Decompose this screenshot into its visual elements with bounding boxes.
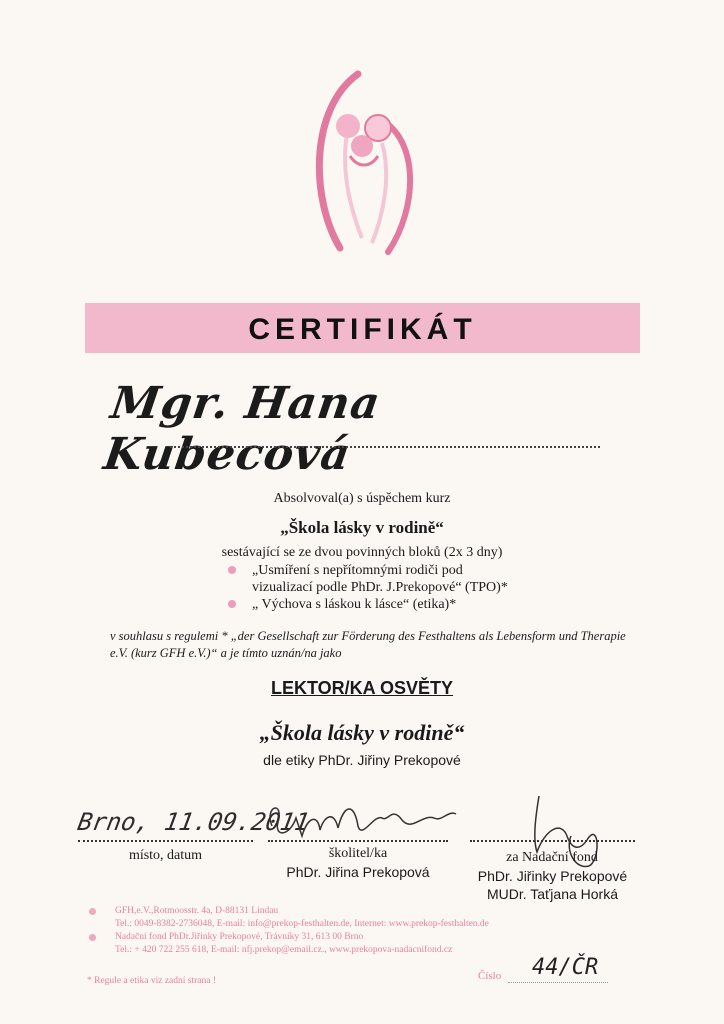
gfh-line-1: GFH,e.V.,Rotmoosstr. 4a, D-88131 Lindau	[115, 906, 279, 916]
title-band	[85, 303, 640, 353]
block-line-2: vizualizací podle PhDr. J.Prekopové“ (TPO)*	[252, 580, 508, 595]
fond-line-2: Tel.: + 420 722 255 618, E-mail: nfj.prekop@email.cz., www.prekopova-nadacnifond.cz	[115, 945, 453, 955]
footer-note: * Regule a etika viz zadní strana !	[87, 976, 216, 986]
trainer-role: školitel/ka	[328, 846, 388, 861]
place-date-label: místo, datum	[128, 848, 203, 863]
bullet-icon	[89, 934, 96, 941]
course-title: „Škola lásky v rodině“	[280, 518, 444, 537]
blocks-intro: sestávající se ze dvou povinných bloků (2x 3 dny)	[221, 545, 503, 560]
footer-addresses	[87, 905, 647, 957]
foundation-name-2: MUDr. Taťjana Horká	[486, 886, 619, 902]
list-item	[228, 596, 548, 613]
certificate-title: CERTIFIKÁT	[248, 313, 477, 346]
block-line-1: „Usmíření s nepřítomnými rodiči pod	[252, 563, 463, 578]
fond-address	[87, 931, 647, 957]
course-title-italic: „Škola lásky v rodině“	[259, 720, 465, 745]
list-item	[228, 562, 548, 596]
certificate-number: 44/ČR	[532, 955, 599, 980]
foundation-signature-line	[470, 840, 635, 842]
logo-emblem-icon	[300, 68, 430, 258]
number-label: Číslo	[478, 970, 502, 982]
ethics-text: dle etiky PhDr. Jiřiny Prekopové	[263, 752, 461, 768]
trainer-signature-line	[268, 840, 448, 842]
role-title: LEKTOR/KA OSVĚTY	[270, 678, 454, 698]
foundation-label: za Nadační fond	[506, 850, 598, 865]
fond-line-1: Nadační fond PhDr.Jiřinky Prekopové, Trávníky 31, 613 00 Brno	[115, 932, 364, 942]
gfh-line-2: Tel.: 0049-8382-2736048, E-mail: info@prekop-festhalten.de, Internet: www.prekop-festhalten.de	[115, 919, 489, 929]
recipient-name: Mgr. Hana Kubecová	[100, 378, 384, 480]
agreement-text: v souhlasu s regulemi * „der Gesellschaft zur Förderung des Festhaltens als Lebensform und Therapie e.V. (kurz GFH e.V.)“ a je tímto uznán/na jako	[110, 629, 626, 660]
foundation-name-1: PhDr. Jiřinky Prekopové	[477, 868, 628, 884]
bullet-icon	[228, 566, 236, 574]
number-dotted-line	[508, 982, 608, 983]
completed-text: Absolvoval(a) s úspěchem kurz	[273, 491, 451, 506]
name-dotted-line	[170, 446, 600, 448]
place-date-line	[78, 840, 253, 842]
block-list	[228, 562, 548, 613]
bullet-icon	[228, 600, 236, 608]
bullet-icon	[89, 908, 96, 915]
trainer-name: PhDr. Jiřina Prekopová	[286, 864, 430, 880]
block-line-1: „ Výchova s láskou k lásce“ (etika)*	[252, 597, 457, 612]
gfh-address	[87, 905, 647, 931]
place-date-value: Brno, 11.09.2011	[75, 808, 312, 836]
trainer-signature-icon	[262, 796, 462, 846]
